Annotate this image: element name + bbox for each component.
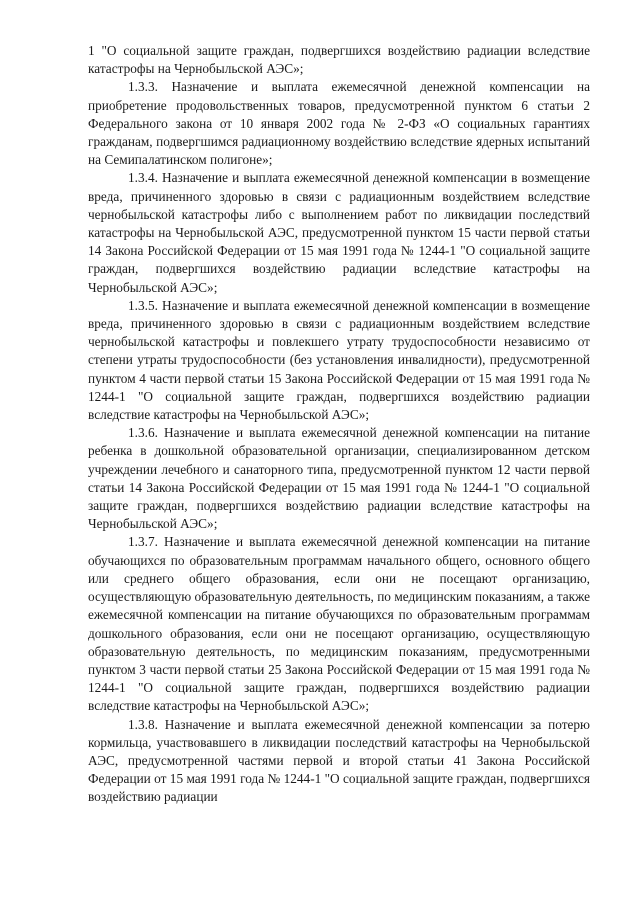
paragraph-1-3-5: 1.3.5. Назначение и выплата ежемесячной денежной компенсации в возмещение вреда, причиненного здоровью в связи с радиационным воздействием вследствие чернобыльской катастрофы и повлекшего утрату трудоспособности независимо от степени утраты трудоспособности (без установления инвалидности), предусмотренной пунктом 4 части первой статьи 15 Закона Российской Федерации от 15 мая 1991 года № 1244-1 "О социальной защите граждан, подвергшихся воздействию радиации вследствие катастрофы на Чернобыльской АЭС»; (88, 297, 590, 423)
paragraph-1-3-6: 1.3.6. Назначение и выплата ежемесячной денежной компенсации на питание ребенка в дошкольной образовательной организации, специализированном детском учреждении лечебного и санаторного типа, предусмотренной пунктом 12 части первой статьи 14 Закона Российской Федерации от 15 мая 1991 года № 1244-1 "О социальной защите граждан, подвергшихся воздействию радиации вследствие катастрофы на Чернобыльской АЭС»; (88, 425, 590, 532)
paragraph-1-3-3: 1.3.3. Назначение и выплата ежемесячной денежной компенсации на приобретение продовольственных товаров, предусмотренной пунктом 6 статьи 2 Федерального закона от 10 января 2002 года № 2-ФЗ «О социальных гарантиях гражданам, подвергшимся радиационному воздействию вследствие ядерных испытаний на Семипалатинском полигоне»; (88, 79, 590, 168)
paragraph-1-3-8: 1.3.8. Назначение и выплата ежемесячной денежной компенсации за потерю кормильца, участвовавшего в ликвидации последствий катастрофы на Чернобыльской АЭС, предусмотренной частями первой и второй статьи 41 Закона Российской Федерации от 15 мая 1991 года № 1244-1 "О социальной защите граждан, подвергшихся воздействию радиации (88, 716, 590, 805)
paragraph-1-3-7: 1.3.7. Назначение и выплата ежемесячной денежной компенсации на питание обучающихся по образовательным программам начального общего, основного общего или среднего общего образования, если они не посещают организацию, осуществляющую образовательную деятельность, по медицинским показаниям, а также ежемесячной компенсации на питание обучающихся по образовательным программам дошкольного образования, если они не посещают организацию, осуществляющую образовательную деятельность, по медицинским показаниям, предусмотренными пунктом 3 части первой статьи 25 Закона Российской Федерации от 15 мая 1991 года № 1244-1 "О социальной защите граждан, подвергшихся воздействию радиации вследствие катастрофы на Чернобыльской АЭС»; (88, 534, 590, 714)
paragraph-1-3-4: 1.3.4. Назначение и выплата ежемесячной денежной компенсации в возмещение вреда, причиненного здоровью в связи с радиационным воздействием вследствие чернобыльской катастрофы либо с выполнением работ по ликвидации последствий катастрофы на Чернобыльской АЭС, предусмотренной пунктом 15 части первой статьи 14 Закона Российской Федерации от 15 мая 1991 года № 1244-1 "О социальной защите граждан, подвергшихся воздействию радиации вследствие катастрофы на Чернобыльской АЭС»; (88, 170, 590, 295)
document-page (88, 42, 590, 807)
paragraph-continuation: 1 "О социальной защите граждан, подвергшихся воздействию радиации вследствие катастрофы на Чернобыльской АЭС»; (88, 43, 590, 77)
